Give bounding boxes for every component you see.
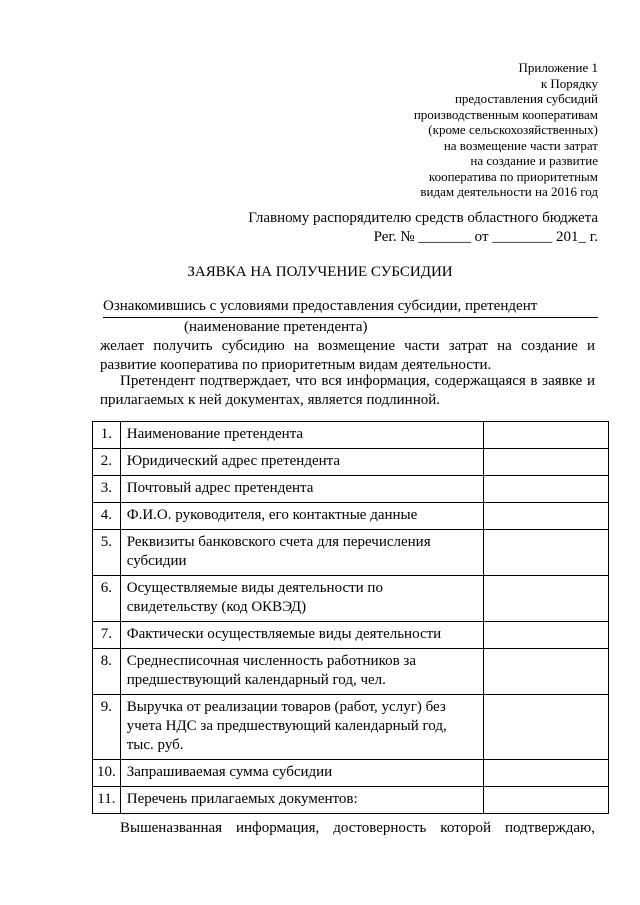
row-label: Фактически осуществляемые виды деятельности bbox=[120, 622, 483, 649]
table-row bbox=[93, 422, 609, 449]
row-value-cell[interactable] bbox=[484, 695, 609, 760]
row-value-cell[interactable] bbox=[484, 576, 609, 622]
applicant-name-hint: (наименование претендента) bbox=[184, 319, 368, 335]
row-number: 5. bbox=[93, 530, 121, 576]
row-value-cell[interactable] bbox=[484, 530, 609, 576]
appendix-line: Приложение 1 bbox=[518, 60, 598, 75]
row-number: 11. bbox=[93, 787, 121, 814]
table-row bbox=[93, 576, 609, 622]
row-label: Осуществляемые виды деятельности по свидетельству (код ОКВЭД) bbox=[120, 576, 483, 622]
table-row bbox=[93, 449, 609, 476]
table-row bbox=[93, 622, 609, 649]
row-number: 9. bbox=[93, 695, 121, 760]
row-label: Почтовый адрес претендента bbox=[120, 476, 483, 503]
appendix-line: к Порядку bbox=[540, 75, 598, 91]
row-value-cell[interactable] bbox=[484, 787, 609, 814]
row-value-cell[interactable] bbox=[484, 476, 609, 503]
appendix-line: видам деятельности на 2016 год bbox=[420, 184, 598, 199]
table-row bbox=[93, 695, 609, 760]
table-row bbox=[93, 503, 609, 530]
row-label: Реквизиты банковского счета для перечисления субсидии bbox=[120, 530, 483, 576]
appendix-line: на создание и развитие bbox=[470, 153, 598, 168]
closing-statement: Вышеназванная информация, достоверность которой подтверждаю, bbox=[120, 820, 595, 836]
row-number: 8. bbox=[93, 649, 121, 695]
appendix-line: кооператива по приоритетным bbox=[428, 168, 598, 184]
table-row bbox=[93, 760, 609, 787]
intro-line: Ознакомившись с условиями предоставления субсидии, претендент bbox=[103, 298, 538, 314]
row-value-cell[interactable] bbox=[484, 449, 609, 476]
row-number: 3. bbox=[93, 476, 121, 503]
row-number: 6. bbox=[93, 576, 121, 622]
row-number: 10. bbox=[93, 760, 121, 787]
addressee-block bbox=[248, 209, 598, 247]
intro-paragraph: желает получить субсидию на возмещение части затрат на создание и развитие кооператива по приоритетным видам деятельности. bbox=[100, 338, 595, 373]
row-value-cell[interactable] bbox=[484, 422, 609, 449]
row-value-cell[interactable] bbox=[484, 622, 609, 649]
row-number: 4. bbox=[93, 503, 121, 530]
row-label: Среднесписочная численность работников за предшествующий календарный год, чел. bbox=[120, 649, 483, 695]
row-value-cell[interactable] bbox=[484, 503, 609, 530]
row-label: Ф.И.О. руководителя, его контактные данные bbox=[120, 503, 483, 530]
appendix-line: предоставления субсидий bbox=[454, 91, 598, 106]
row-number: 7. bbox=[93, 622, 121, 649]
row-number: 1. bbox=[93, 422, 121, 449]
table-row bbox=[93, 476, 609, 503]
appendix-line: производственным кооперативам bbox=[413, 106, 598, 122]
row-label: Юридический адрес претендента bbox=[120, 449, 483, 476]
row-number: 2. bbox=[93, 449, 121, 476]
row-value-cell[interactable] bbox=[484, 760, 609, 787]
document-title: ЗАЯВКА НА ПОЛУЧЕНИЕ СУБСИДИИ bbox=[187, 264, 453, 280]
row-label: Выручка от реализации товаров (работ, услуг) без учета НДС за предшествующий календарный год, тыс. руб. bbox=[120, 695, 483, 760]
confirmation-paragraph: Претендент подтверждает, что вся информация, содержащаяся в заявке и прилагаемых к ней документах, является подлинной. bbox=[100, 373, 595, 408]
table-row bbox=[93, 649, 609, 695]
appendix-line: (кроме сельскохозяйственных) bbox=[428, 122, 598, 137]
addressee-line: Главному распорядителю средств областного бюджета bbox=[248, 210, 598, 226]
table-row bbox=[93, 530, 609, 576]
application-table bbox=[92, 421, 609, 814]
row-label: Наименование претендента bbox=[120, 422, 483, 449]
table-row bbox=[93, 787, 609, 814]
registration-line: Рег. № _______ от ________ 201_ г. bbox=[373, 229, 598, 245]
appendix-block bbox=[414, 60, 598, 200]
row-label: Запрашиваемая сумма субсидии bbox=[120, 760, 483, 787]
appendix-line: на возмещение части затрат bbox=[443, 137, 598, 153]
applicant-name-underline bbox=[103, 317, 598, 318]
row-label: Перечень прилагаемых документов: bbox=[120, 787, 483, 814]
row-value-cell[interactable] bbox=[484, 649, 609, 695]
